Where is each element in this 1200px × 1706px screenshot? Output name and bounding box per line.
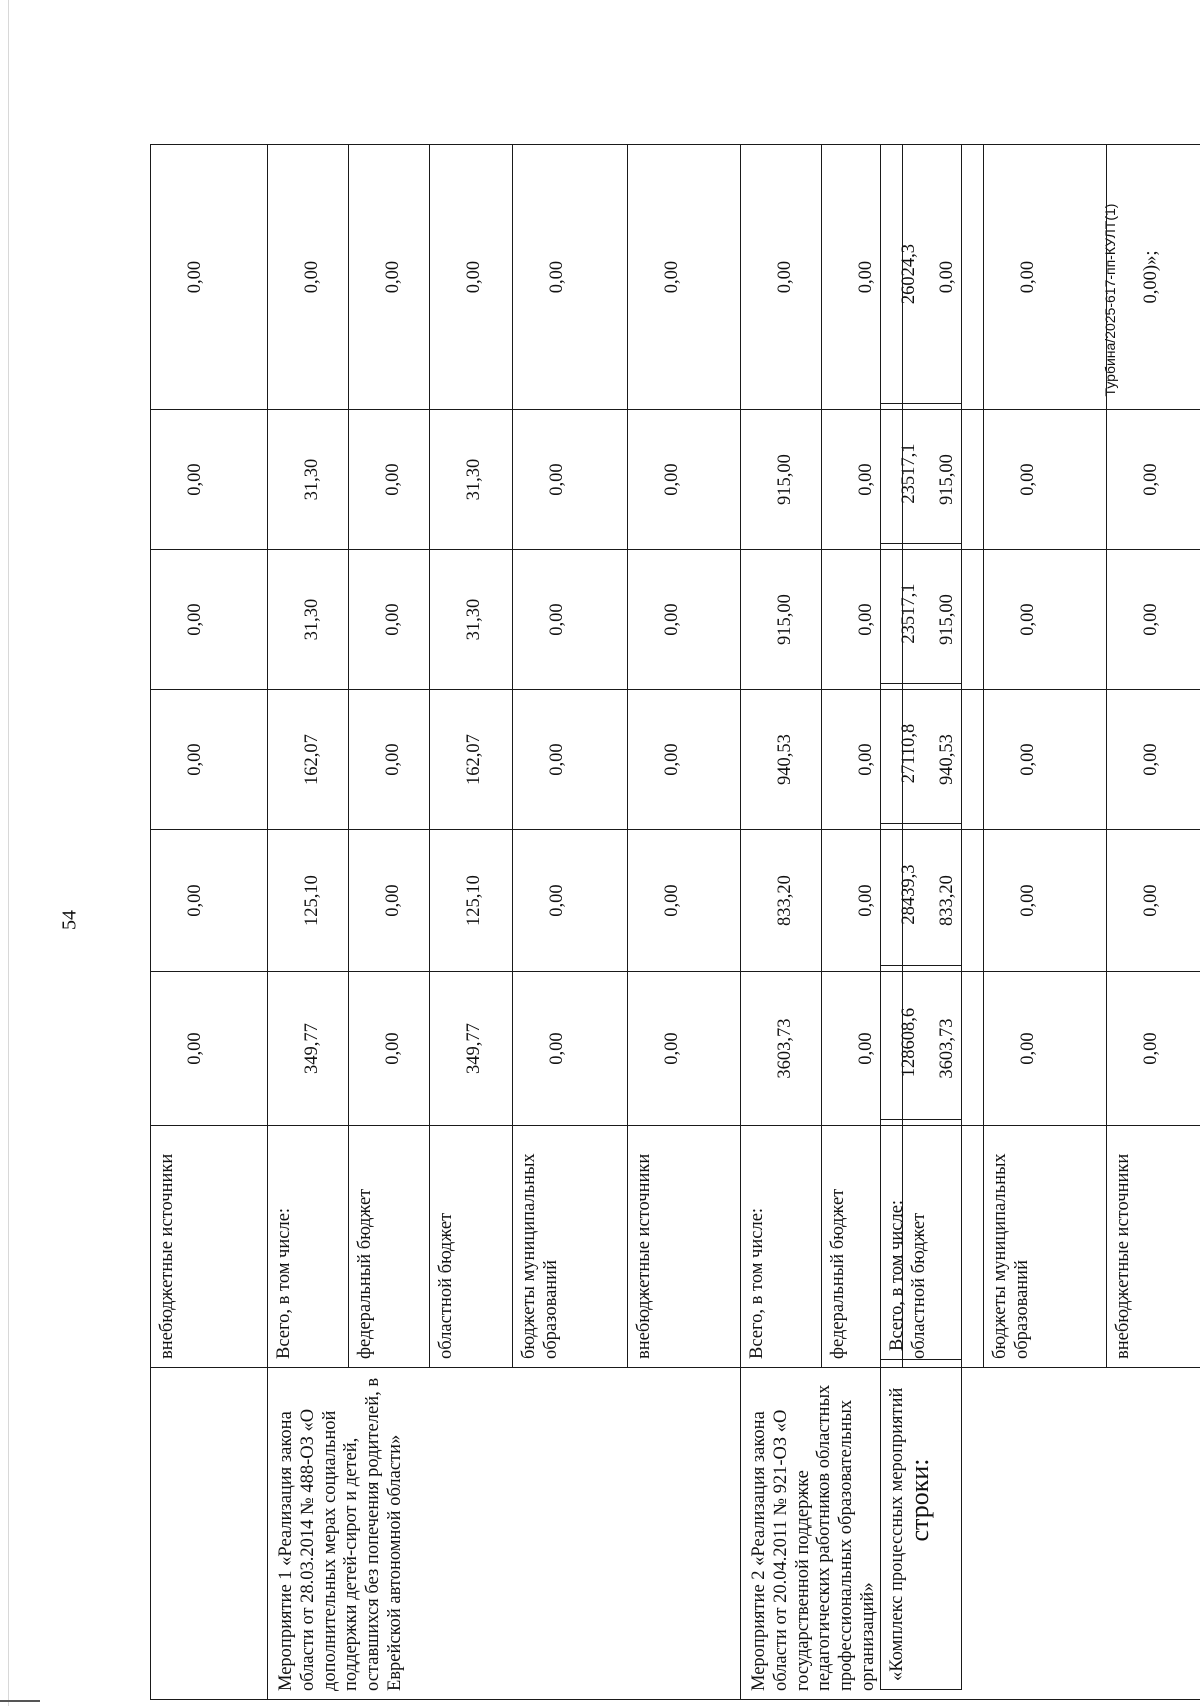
- value-cell: 0,00: [628, 972, 741, 1126]
- source-cell: внебюджетные источники: [628, 1126, 741, 1368]
- value-cell: 23517,1: [881, 404, 962, 544]
- source-cell: внебюджетные источники: [1107, 1126, 1200, 1368]
- value-cell: 128608,6: [881, 966, 962, 1120]
- funding-table: [150, 144, 1200, 1700]
- source-cell: внебюджетные источники: [151, 1126, 268, 1368]
- source-cell: Всего, в том числе:: [268, 1126, 349, 1368]
- value-cell: 0,00: [513, 145, 628, 410]
- value-cell: 940,53: [741, 690, 822, 830]
- value-cell: 0,00: [628, 550, 741, 690]
- scan-edge-bottom: [0, 1700, 40, 1702]
- value-cell: 0,00: [1107, 972, 1200, 1126]
- value-cell: 915,00: [903, 410, 984, 550]
- value-cell: 0,00: [822, 145, 903, 410]
- value-cell: 31,30: [430, 410, 513, 550]
- value-cell: 0,00: [984, 830, 1107, 972]
- value-cell: 915,00: [903, 550, 984, 690]
- value-cell: 0,00: [151, 550, 268, 690]
- value-cell: 0,00: [513, 830, 628, 972]
- value-cell: 0,00: [1107, 550, 1200, 690]
- value-cell: 0,00: [349, 145, 430, 410]
- total-activity-cell: «Комплекс процессных мероприятий: [881, 1360, 962, 1690]
- value-cell: 0,00: [984, 972, 1107, 1126]
- total-table: [880, 144, 962, 1690]
- value-cell: 23517,1: [881, 544, 962, 684]
- source-cell: федеральный бюджет: [349, 1126, 430, 1368]
- value-cell: 0,00: [628, 145, 741, 410]
- table-row: [268, 145, 349, 1700]
- value-cell: 3603,73: [741, 972, 822, 1126]
- value-cell: 0,00: [151, 690, 268, 830]
- table-row: [741, 145, 822, 1700]
- value-cell: 0,00: [151, 145, 268, 410]
- value-cell: 0,00: [151, 410, 268, 550]
- value-cell: 125,10: [430, 830, 513, 972]
- value-cell: 0,00: [822, 830, 903, 972]
- value-cell: 0,00: [1107, 690, 1200, 830]
- value-cell: 0,00: [513, 550, 628, 690]
- activity-2-cell: Мероприятие 2 «Реализация закона области от 20.04.2011 № 921-ОЗ «О государственной поддержке педагогических работников областных профессиональных образовательных организаций»: [741, 1368, 1200, 1700]
- value-cell: 27110,8: [881, 684, 962, 824]
- value-cell: 0,00: [1107, 410, 1200, 550]
- value-cell: 0,00: [430, 145, 513, 410]
- value-cell: 125,10: [268, 830, 349, 972]
- value-cell: 0,00: [349, 972, 430, 1126]
- value-cell: 0,00: [349, 550, 430, 690]
- value-cell: 0,00: [822, 550, 903, 690]
- value-cell: 3603,73: [903, 972, 984, 1126]
- value-cell: 0,00: [349, 830, 430, 972]
- value-cell: 162,07: [268, 690, 349, 830]
- source-cell: бюджеты муниципальных образований: [513, 1126, 628, 1368]
- value-cell: 0,00: [628, 690, 741, 830]
- value-cell: 0,00)»;: [1107, 145, 1200, 410]
- value-cell: 162,07: [430, 690, 513, 830]
- value-cell: 0,00: [984, 145, 1107, 410]
- value-cell: 31,30: [430, 550, 513, 690]
- value-cell: 349,77: [268, 972, 349, 1126]
- value-cell: 0,00: [513, 972, 628, 1126]
- source-cell: бюджеты муниципальных образований: [984, 1126, 1107, 1368]
- value-cell: 0,00: [513, 690, 628, 830]
- table-row: [151, 145, 268, 1700]
- value-cell: 0,00: [349, 690, 430, 830]
- activity-1-cell: Мероприятие 1 «Реализация закона области от 28.03.2014 № 488-ОЗ «О дополнительных мерах социальной поддержки детей-сирот и детей, оставшихся без попечения родителей, в Еврейской автономной области»: [268, 1368, 741, 1700]
- source-cell: областной бюджет: [903, 1126, 984, 1368]
- section-label: строки:: [905, 1458, 934, 1542]
- footer-document-code: Турбина/2025-617-пп-КУЛТ(1): [1102, 203, 1118, 397]
- value-cell: 833,20: [741, 830, 822, 972]
- value-cell: 0,00: [822, 690, 903, 830]
- total-source-cell: Всего, в том числе:: [881, 1120, 962, 1360]
- source-cell: Всего, в том числе:: [741, 1126, 822, 1368]
- value-cell: 26024,3: [881, 145, 962, 404]
- value-cell: 0,00: [628, 410, 741, 550]
- source-cell: областной бюджет: [430, 1126, 513, 1368]
- value-cell: 915,00: [741, 410, 822, 550]
- value-cell: 0,00: [822, 410, 903, 550]
- value-cell: 0,00: [741, 145, 822, 410]
- total-table-rotated: [880, 144, 962, 1690]
- table-row: [881, 145, 962, 1690]
- value-cell: 0,00: [984, 690, 1107, 830]
- value-cell: 940,53: [903, 690, 984, 830]
- value-cell: 28439,3: [881, 824, 962, 966]
- value-cell: 0,00: [151, 830, 268, 972]
- value-cell: 0,00: [903, 145, 984, 410]
- main-table-rotated: [150, 144, 1200, 1700]
- value-cell: 833,20: [903, 830, 984, 972]
- value-cell: 0,00: [268, 145, 349, 410]
- value-cell: 0,00: [822, 972, 903, 1126]
- value-cell: 0,00: [628, 830, 741, 972]
- page-number: 54: [58, 910, 81, 930]
- scan-edge-left: [8, 0, 9, 1706]
- value-cell: 349,77: [430, 972, 513, 1126]
- value-cell: 0,00: [984, 410, 1107, 550]
- value-cell: 0,00: [349, 410, 430, 550]
- value-cell: 0,00: [513, 410, 628, 550]
- value-cell: 31,30: [268, 550, 349, 690]
- value-cell: 0,00: [1107, 830, 1200, 972]
- source-cell: федеральный бюджет: [822, 1126, 903, 1368]
- value-cell: 915,00: [741, 550, 822, 690]
- activity-cell: [151, 1368, 268, 1700]
- value-cell: 31,30: [268, 410, 349, 550]
- value-cell: 0,00: [984, 550, 1107, 690]
- value-cell: 0,00: [151, 972, 268, 1126]
